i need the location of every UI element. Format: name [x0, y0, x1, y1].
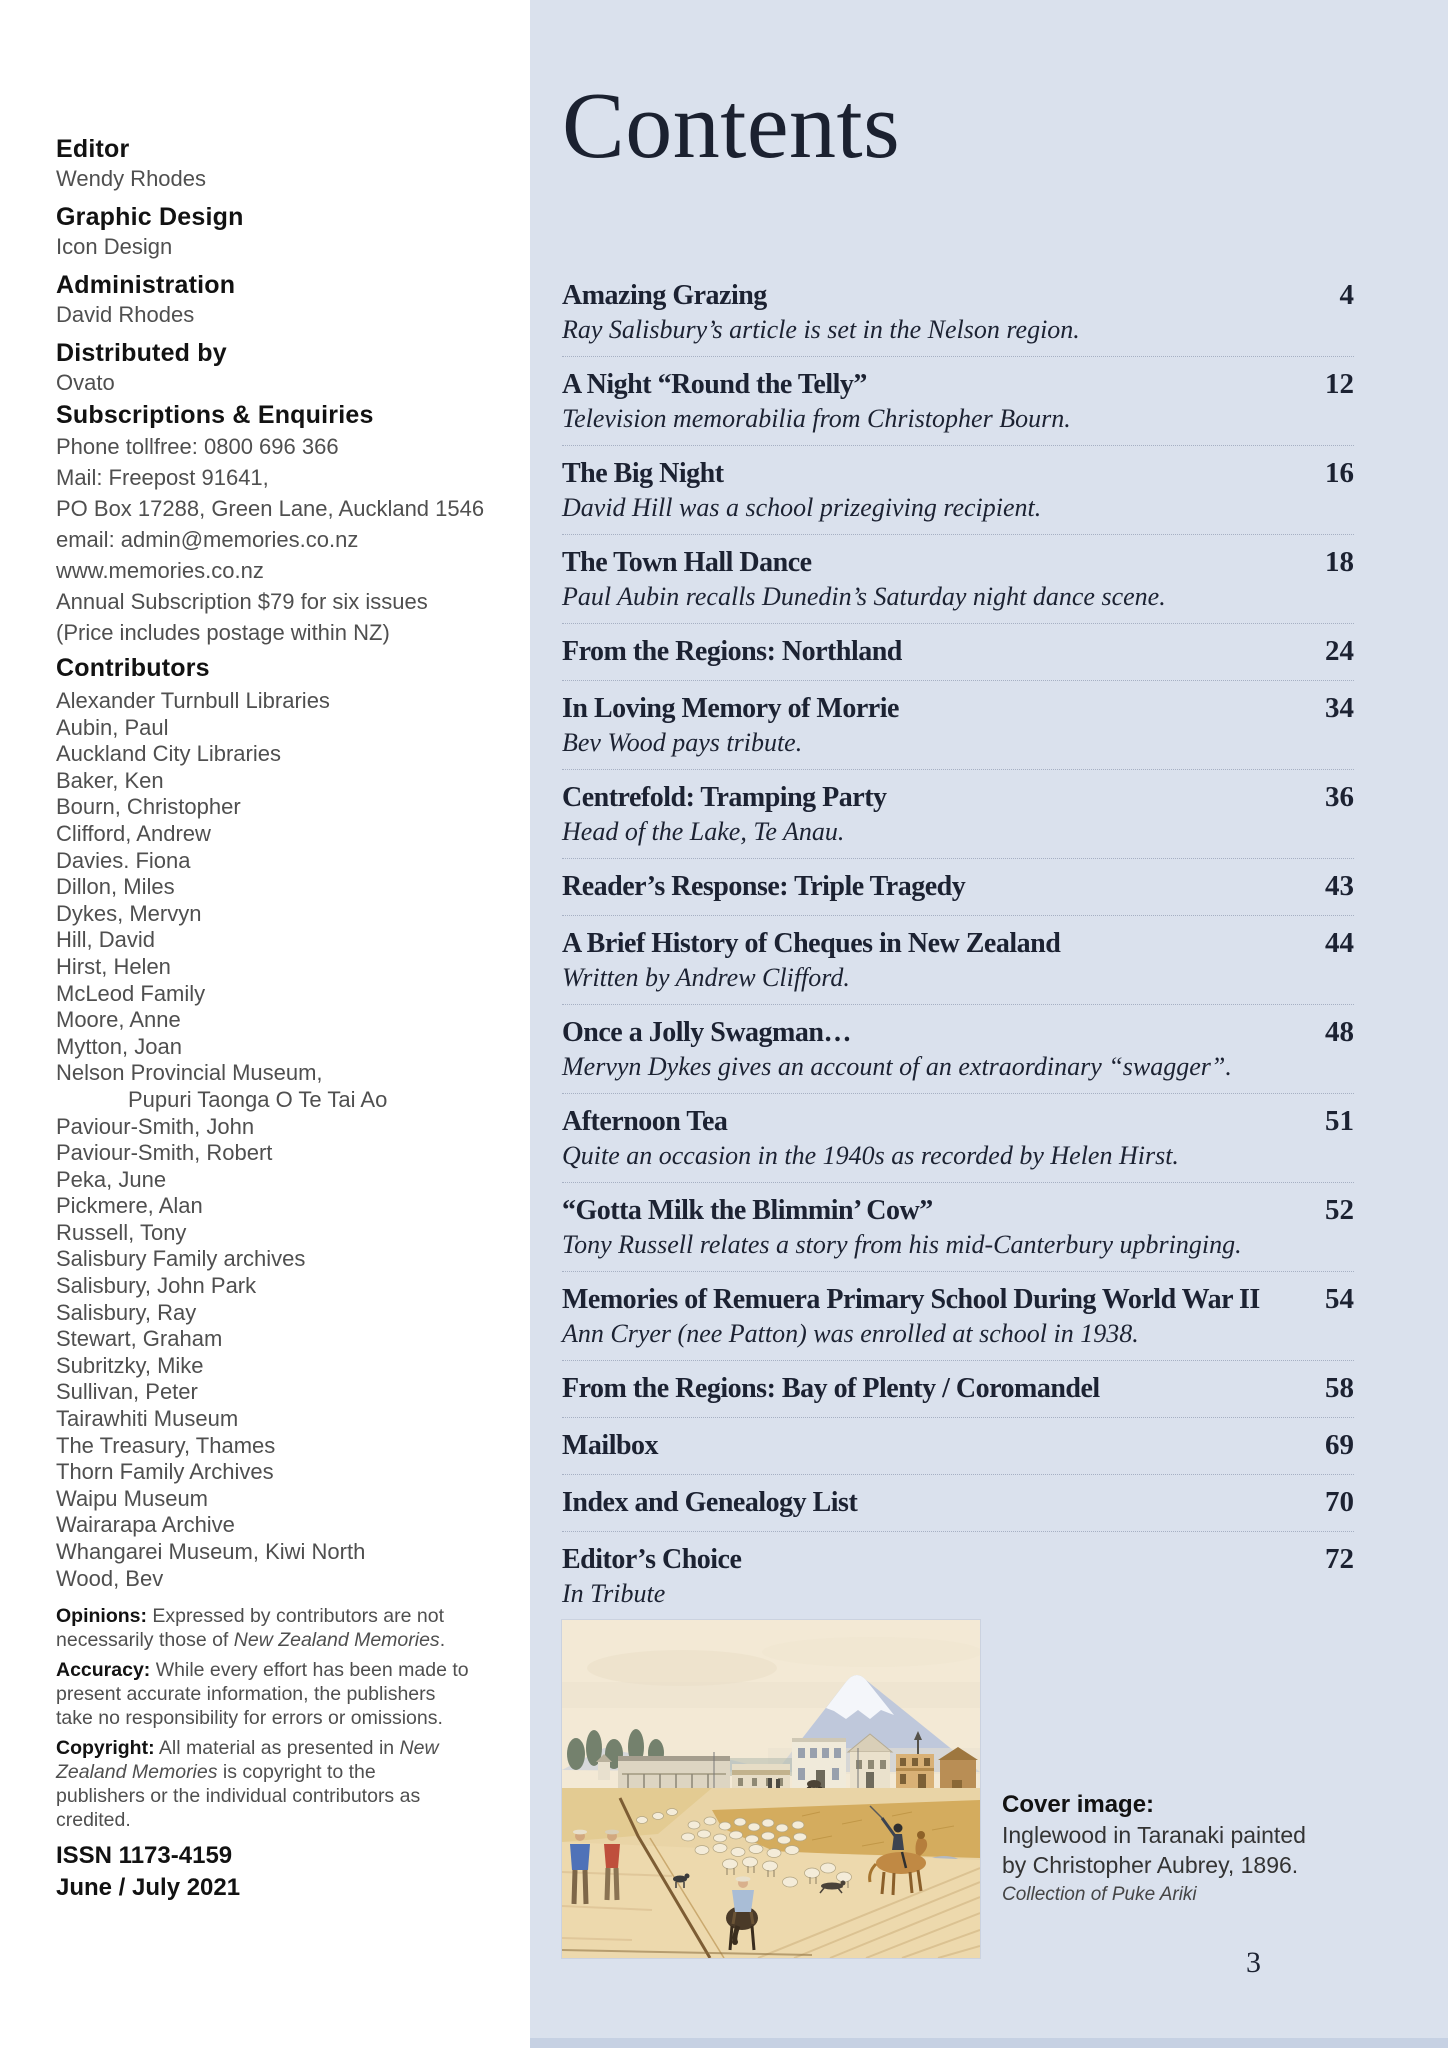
toc-row [562, 870, 1354, 903]
contributor-name: Salisbury Family archives [56, 1246, 306, 1272]
subscription-line: Annual Subscription $79 for six issues [56, 589, 428, 614]
cover-caption-line2: by Christopher Aubrey, 1896. [1002, 1852, 1299, 1878]
contributor-name: Hill, David [56, 927, 156, 953]
toc-page-number: 12 [1325, 368, 1354, 400]
notice-label: Opinions: [56, 1605, 147, 1627]
cover-painting-image [562, 1620, 980, 1958]
page-number: 3 [1246, 1946, 1261, 1979]
toc-row [562, 1016, 1354, 1049]
toc-page-number: 4 [1339, 279, 1354, 311]
toc-subtitle: Bev Wood pays tribute. [562, 728, 803, 757]
masthead-line: Ovato [56, 370, 115, 395]
toc-page-number: 44 [1325, 927, 1354, 959]
toc-row [562, 1486, 1354, 1519]
contributor-name: Hirst, Helen [56, 953, 171, 979]
contributor-name: Tairawhiti Museum [56, 1406, 239, 1432]
toc-title: A Brief History of Cheques in New Zealand [562, 928, 1061, 959]
contributor-name: Salisbury, Ray [56, 1299, 197, 1325]
contributor-name: Wairarapa Archive [56, 1512, 235, 1538]
masthead-line: David Rhodes [56, 302, 195, 327]
cover-caption [1002, 1790, 1342, 1908]
subscriptions-heading: Subscriptions & Enquiries [56, 401, 374, 429]
contributor-name: Auckland City Libraries [56, 741, 281, 767]
toc-entry [562, 535, 1354, 624]
notice-text: Expressed by contributors are not necessarily those of [56, 1605, 444, 1651]
toc-entry [562, 1272, 1354, 1361]
toc-row [562, 279, 1354, 312]
toc-title: The Town Hall Dance [562, 547, 812, 578]
toc-row [562, 1283, 1354, 1316]
toc-subtitle: Quite an occasion in the 1940s as recorded by Helen Hirst. [562, 1141, 1179, 1170]
toc-entry [562, 446, 1354, 535]
toc-subtitle: Ann Cryer (nee Patton) was enrolled at school in 1938. [562, 1319, 1139, 1348]
toc-page-number: 58 [1325, 1372, 1354, 1404]
toc-entry [562, 1475, 1354, 1532]
notice-label: Copyright: [56, 1737, 155, 1759]
masthead-heading: Graphic Design [56, 203, 244, 231]
masthead-section [56, 204, 496, 261]
contributor-name: Waipu Museum [56, 1485, 209, 1511]
toc-row [562, 1429, 1354, 1462]
contributor-name: Bourn, Christopher [56, 794, 241, 820]
toc-row [562, 1543, 1354, 1576]
toc-page-number: 43 [1325, 870, 1354, 902]
issue-date: June / July 2021 [56, 1874, 241, 1901]
toc-subtitle: David Hill was a school prizegiving recipient. [562, 493, 1042, 522]
toc-row [562, 1194, 1354, 1227]
toc-subtitle: Written by Andrew Clifford. [562, 963, 850, 992]
toc-row [562, 1372, 1354, 1405]
masthead-section [56, 340, 496, 397]
subscription-line: www.memories.co.nz [56, 558, 264, 583]
toc-subtitle: Paul Aubin recalls Dunedin’s Saturday night dance scene. [562, 582, 1166, 611]
contributor-name: Alexander Turnbull Libraries [56, 688, 330, 713]
toc-title: Index and Genealogy List [562, 1487, 858, 1518]
subscription-line: Mail: Freepost 91641, [56, 465, 269, 490]
contributor-name: Pickmere, Alan [56, 1193, 203, 1219]
toc-title: Afternoon Tea [562, 1106, 728, 1137]
issn: ISSN 1173-4159 [56, 1842, 233, 1869]
contributor-name: Thorn Family Archives [56, 1459, 274, 1485]
cover-caption-line1: Inglewood in Taranaki painted [1002, 1822, 1306, 1848]
subscription-line: email: admin@memories.co.nz [56, 527, 359, 552]
toc-title: From the Regions: Northland [562, 636, 902, 667]
toc-entry [562, 859, 1354, 916]
toc-row [562, 692, 1354, 725]
notice-text: While every effort has been made to present accurate information, the publishers take no responsibility for errors or omissions. [56, 1659, 469, 1729]
toc-row [562, 368, 1354, 401]
toc-row [562, 1105, 1354, 1138]
toc [562, 268, 1354, 1620]
contributor-name: Baker, Ken [56, 767, 164, 793]
contributors-section [56, 655, 496, 1592]
contributor-name: Russell, Tony [56, 1219, 187, 1245]
toc-title: Reader’s Response: Triple Tragedy [562, 871, 966, 902]
cover-caption-label: Cover image: [1002, 1791, 1155, 1818]
toc-title: Once a Jolly Swagman… [562, 1017, 851, 1048]
contributors-heading: Contributors [56, 654, 210, 682]
sidebar [0, 0, 530, 2048]
masthead [56, 136, 496, 408]
toc-page-number: 34 [1325, 692, 1354, 724]
contributor-name: Paviour-Smith, Robert [56, 1140, 273, 1166]
notice-text: New Zealand Memories [233, 1629, 440, 1651]
toc-entry [562, 357, 1354, 446]
toc-title: Amazing Grazing [562, 280, 767, 311]
toc-subtitle: Ray Salisbury’s article is set in the Nelson region. [562, 315, 1080, 344]
masthead-heading: Distributed by [56, 339, 227, 367]
contents-panel [530, 0, 1448, 2048]
toc-page-number: 54 [1325, 1283, 1354, 1315]
notice-text: New Zealand Memories [56, 1737, 439, 1783]
toc-page-number: 69 [1325, 1429, 1354, 1461]
notice-text: All material as presented in [154, 1737, 400, 1759]
toc-entry [562, 1418, 1354, 1475]
notices [56, 1604, 470, 1838]
contributor-name: Sullivan, Peter [56, 1379, 198, 1405]
toc-entry [562, 916, 1354, 1005]
toc-row [562, 457, 1354, 490]
contributor-name: Subritzky, Mike [56, 1352, 204, 1378]
subscription-line: Phone tollfree: 0800 696 366 [56, 434, 339, 459]
toc-page-number: 72 [1325, 1543, 1354, 1575]
contributor-name: Mytton, Joan [56, 1033, 182, 1059]
toc-title: The Big Night [562, 458, 724, 489]
contributor-name: Pupuri Taonga O Te Tai Ao [128, 1086, 388, 1112]
contributor-name: Paviour-Smith, John [56, 1113, 255, 1139]
cover-caption-credit: Collection of Puke Ariki [1002, 1884, 1197, 1905]
toc-title: Mailbox [562, 1430, 659, 1461]
toc-entry [562, 681, 1354, 770]
toc-subtitle: In Tribute [562, 1579, 666, 1608]
contributor-name: Salisbury, John Park [56, 1273, 257, 1299]
notice [56, 1604, 470, 1652]
toc-page-number: 24 [1325, 635, 1354, 667]
toc-entry [562, 1361, 1354, 1418]
masthead-heading: Editor [56, 135, 130, 163]
notice-text: . [439, 1629, 446, 1651]
toc-page-number: 52 [1325, 1194, 1354, 1226]
contributor-name: McLeod Family [56, 980, 206, 1006]
contributor-name: Stewart, Graham [56, 1326, 223, 1352]
contributor-name: Wood, Bev [56, 1565, 164, 1591]
toc-title: A Night “Round the Telly” [562, 369, 867, 400]
toc-entry [562, 1183, 1354, 1272]
masthead-section [56, 272, 496, 329]
contributor-name: Dykes, Mervyn [56, 900, 202, 926]
toc-page-number: 51 [1325, 1105, 1354, 1137]
toc-subtitle: Television memorabilia from Christopher Bourn. [562, 404, 1071, 433]
toc-entry [562, 1094, 1354, 1183]
toc-page-number: 48 [1325, 1016, 1354, 1048]
toc-entry [562, 624, 1354, 681]
notice-label: Accuracy: [56, 1659, 151, 1681]
toc-subtitle: Head of the Lake, Te Anau. [562, 817, 845, 846]
toc-page-number: 16 [1325, 457, 1354, 489]
contributor-name: Aubin, Paul [56, 714, 169, 740]
toc-entry [562, 1532, 1354, 1620]
toc-title: Editor’s Choice [562, 1544, 742, 1575]
toc-title: Memories of Remuera Primary School During World War II [562, 1284, 1260, 1315]
notice [56, 1736, 470, 1832]
toc-title: Centrefold: Tramping Party [562, 782, 887, 813]
toc-row [562, 635, 1354, 668]
masthead-heading: Administration [56, 271, 236, 299]
contributor-name: Dillon, Miles [56, 874, 175, 900]
page-title: Contents [562, 74, 901, 178]
contributor-name: Moore, Anne [56, 1007, 181, 1033]
notice [56, 1658, 470, 1730]
toc-entry [562, 1005, 1354, 1094]
cover-painting [562, 1620, 980, 1958]
toc-page-number: 18 [1325, 546, 1354, 578]
toc-row [562, 546, 1354, 579]
notice-text: is copyright to the publishers or the individual contributors as credited. [56, 1761, 421, 1831]
subscription-line: (Price includes postage within NZ) [56, 620, 390, 645]
masthead-line: Wendy Rhodes [56, 166, 207, 191]
issn-block [56, 1840, 240, 1904]
contributor-name: Nelson Provincial Museum, [56, 1060, 323, 1086]
toc-row [562, 781, 1354, 814]
toc-title: “Gotta Milk the Blimmin’ Cow” [562, 1195, 933, 1226]
contributor-name: The Treasury, Thames [56, 1432, 276, 1458]
toc-page-number: 36 [1325, 781, 1354, 813]
masthead-section [56, 136, 496, 193]
contributor-name: Whangarei Museum, Kiwi North [56, 1539, 366, 1564]
subscription-line: PO Box 17288, Green Lane, Auckland 1546 [56, 496, 485, 521]
toc-entry [562, 770, 1354, 859]
toc-subtitle: Tony Russell relates a story from his mid-Canterbury upbringing. [562, 1230, 1242, 1259]
toc-title: From the Regions: Bay of Plenty / Coromandel [562, 1373, 1100, 1404]
contributor-name: Peka, June [56, 1166, 167, 1192]
subscriptions-section [56, 402, 496, 648]
toc-page-number: 70 [1325, 1486, 1354, 1518]
toc-subtitle: Mervyn Dykes gives an account of an extraordinary “swagger”. [562, 1052, 1232, 1081]
toc-row [562, 927, 1354, 960]
contributor-name: Clifford, Andrew [56, 820, 211, 846]
toc-entry [562, 268, 1354, 357]
contributor-name: Davies. Fiona [56, 847, 191, 873]
toc-title: In Loving Memory of Morrie [562, 693, 899, 724]
masthead-line: Icon Design [56, 234, 173, 259]
